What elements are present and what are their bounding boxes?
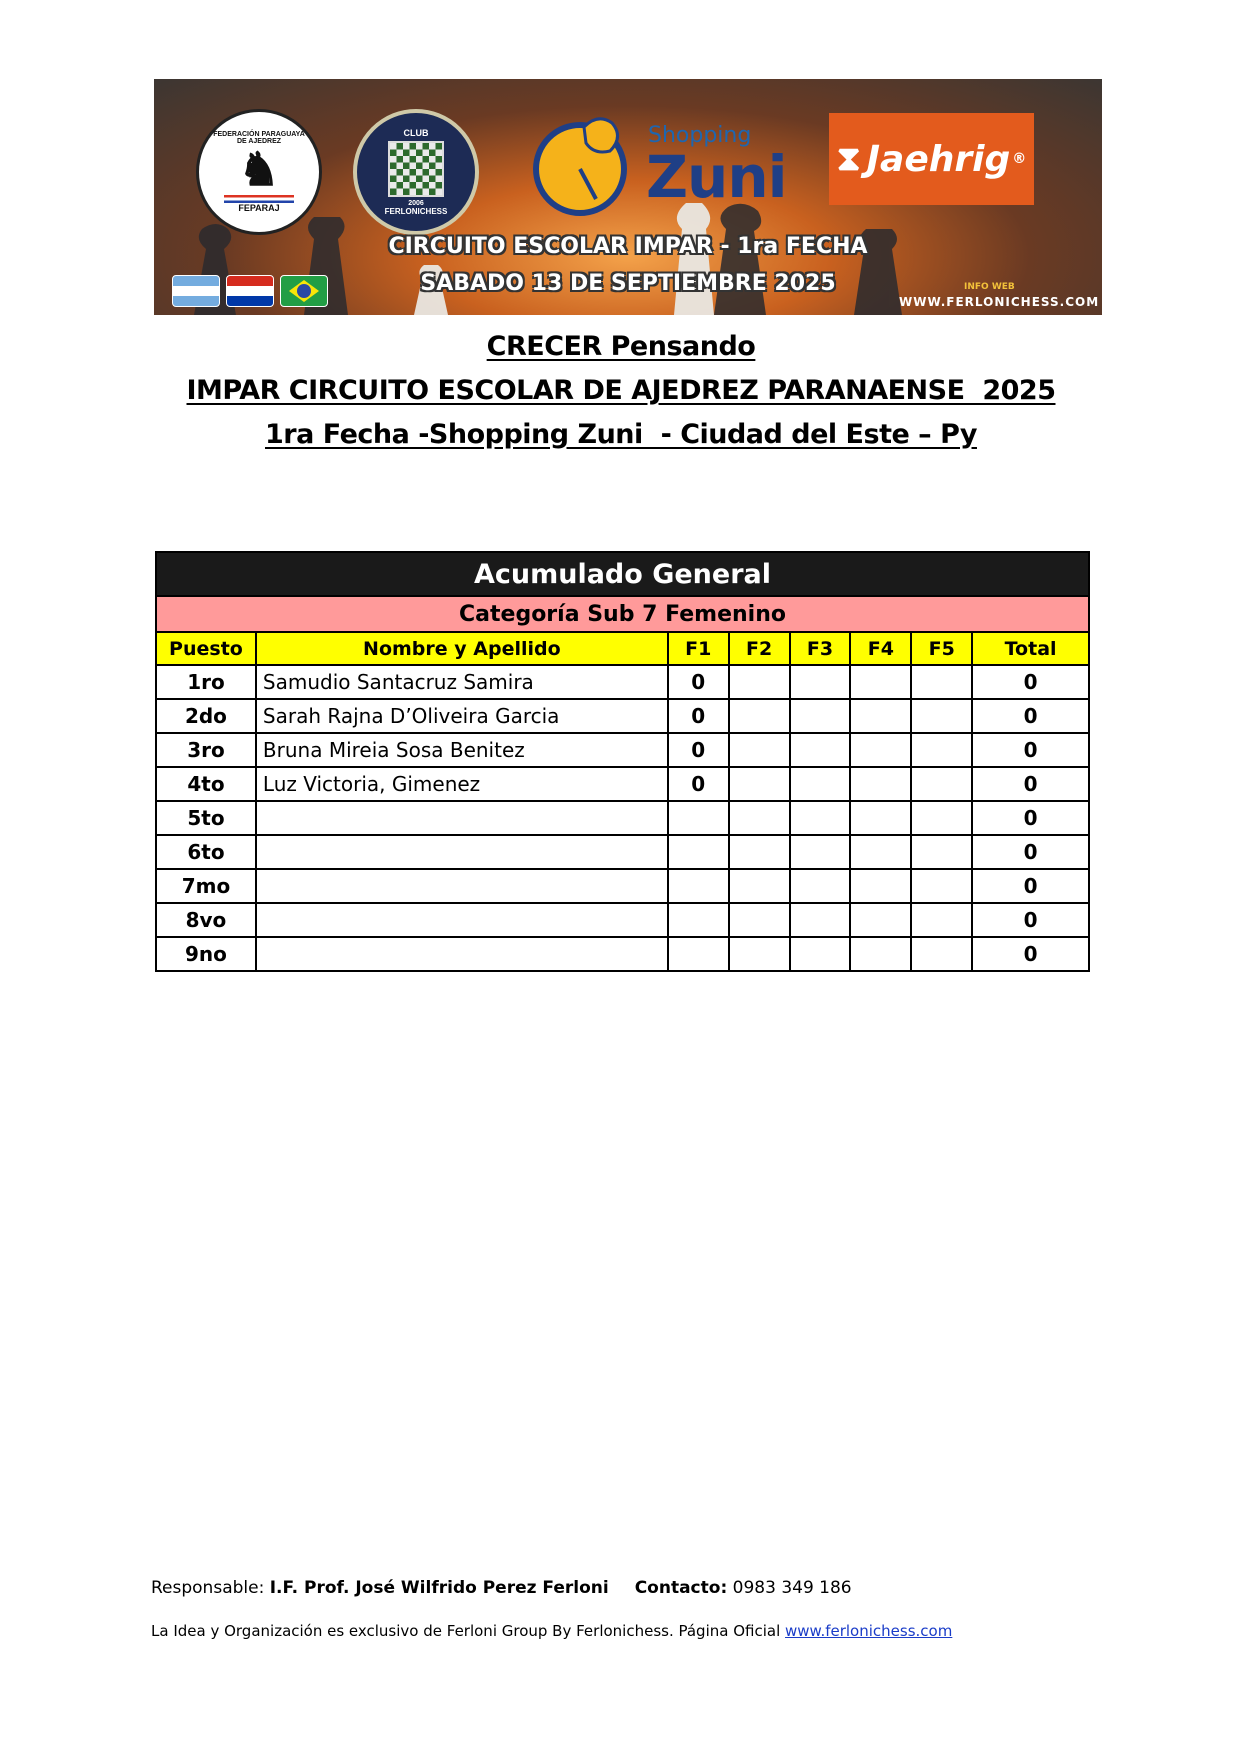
cell-f5 (911, 801, 972, 835)
cell-f2 (729, 937, 790, 971)
cell-name (256, 869, 668, 903)
zuni-small-text: Shopping (648, 123, 752, 148)
contact-value: 0983 349 186 (727, 1578, 852, 1598)
cell-total: 0 (972, 801, 1089, 835)
cell-position: 2do (156, 699, 256, 733)
cell-f2 (729, 665, 790, 699)
cell-f4 (850, 903, 911, 937)
banner-date-line: SABADO 13 DE SEPTIEMBRE 2025 (420, 271, 836, 296)
footer-organization-line (151, 1622, 952, 1640)
table-row (156, 767, 1089, 801)
cell-position: 9no (156, 937, 256, 971)
cell-total: 0 (972, 835, 1089, 869)
col-header-f3: F3 (790, 632, 851, 665)
cell-f3 (790, 801, 851, 835)
brazil-flag-icon (280, 275, 328, 307)
cell-position: 7mo (156, 869, 256, 903)
cell-f5 (911, 733, 972, 767)
cell-total: 0 (972, 733, 1089, 767)
standings-table (155, 551, 1090, 972)
cell-f5 (911, 767, 972, 801)
cell-name: Bruna Mireia Sosa Benitez (256, 733, 668, 767)
table-row (156, 699, 1089, 733)
table-category: Categoría Sub 7 Femenino (156, 596, 1089, 632)
cell-f4 (850, 733, 911, 767)
cell-f5 (911, 869, 972, 903)
table-row (156, 903, 1089, 937)
cell-f2 (729, 869, 790, 903)
cell-f1: 0 (668, 665, 729, 699)
table-row (156, 801, 1089, 835)
cell-total: 0 (972, 665, 1089, 699)
cell-position: 6to (156, 835, 256, 869)
cell-f2 (729, 733, 790, 767)
contact-label: Contacto: (634, 1578, 728, 1598)
cell-total: 0 (972, 699, 1089, 733)
cell-f3 (790, 835, 851, 869)
feparaj-logo-text: FEDERACIÓN PARAGUAYA DE AJEDREZ (213, 131, 305, 145)
cell-total: 0 (972, 767, 1089, 801)
cell-total: 0 (972, 937, 1089, 971)
knight-icon: ♞ (238, 143, 280, 195)
cell-f3 (790, 699, 851, 733)
responsible-name: I.F. Prof. José Wilfrido Perez Ferloni (269, 1578, 609, 1598)
registered-mark: ® (1012, 151, 1027, 167)
cell-name: Luz Victoria, Gimenez (256, 767, 668, 801)
club-logo-year: 2006 (408, 200, 424, 207)
cell-f3 (790, 733, 851, 767)
jaehrig-text: Jaehrig (866, 138, 1011, 180)
col-header-puesto: Puesto (156, 632, 256, 665)
cell-position: 3ro (156, 733, 256, 767)
cell-position: 4to (156, 767, 256, 801)
cell-f1: 0 (668, 733, 729, 767)
title-date-venue: 1ra Fecha -Shopping Zuni - Ciudad del Este – Py (265, 419, 977, 450)
jaehrig-logo (829, 113, 1034, 205)
cell-f1 (668, 937, 729, 971)
cell-f5 (911, 665, 972, 699)
cell-f3 (790, 767, 851, 801)
cell-f4 (850, 699, 911, 733)
hourglass-icon: ⧗ (836, 139, 861, 179)
title-circuit: IMPAR CIRCUITO ESCOLAR DE AJEDREZ PARANAENSE 2025 (186, 375, 1056, 406)
cell-f2 (729, 801, 790, 835)
cell-f5 (911, 699, 972, 733)
cell-f3 (790, 937, 851, 971)
cell-f4 (850, 835, 911, 869)
cell-f2 (729, 835, 790, 869)
cell-f1: 0 (668, 699, 729, 733)
cell-name: Sarah Rajna D’Oliveira Garcia (256, 699, 668, 733)
cell-f2 (729, 767, 790, 801)
cell-f2 (729, 699, 790, 733)
paraguay-stripes (224, 195, 294, 203)
table-row (156, 835, 1089, 869)
cell-f1 (668, 903, 729, 937)
cell-f1: 0 (668, 767, 729, 801)
col-header-f1: F1 (668, 632, 729, 665)
cell-f4 (850, 801, 911, 835)
responsible-label: Responsable: (151, 1578, 270, 1598)
col-header-f4: F4 (850, 632, 911, 665)
cell-position: 1ro (156, 665, 256, 699)
cell-position: 5to (156, 801, 256, 835)
cell-f1 (668, 869, 729, 903)
shopping-zuni-logo (524, 109, 794, 219)
title-crecer: CRECER Pensando (486, 331, 756, 362)
cell-name (256, 903, 668, 937)
cell-name (256, 801, 668, 835)
cell-f5 (911, 835, 972, 869)
footer-responsible-line (151, 1578, 852, 1598)
cell-position: 8vo (156, 903, 256, 937)
cell-f3 (790, 903, 851, 937)
col-header-f5: F5 (911, 632, 972, 665)
col-header-total: Total (972, 632, 1089, 665)
paraguay-flag-icon (226, 275, 274, 307)
ferlonichess-club-logo (353, 109, 479, 235)
col-header-f2: F2 (729, 632, 790, 665)
cell-f4 (850, 869, 911, 903)
cell-f2 (729, 903, 790, 937)
club-logo-top: CLUB (403, 128, 429, 138)
cell-f5 (911, 937, 972, 971)
event-banner (154, 79, 1102, 315)
club-logo-bottom: FERLONICHESS (384, 207, 448, 216)
cell-name (256, 835, 668, 869)
feparaj-acronym: FEPARAJ (238, 203, 280, 213)
cell-name (256, 937, 668, 971)
zuni-big-text: Zuni (646, 143, 787, 211)
table-row (156, 869, 1089, 903)
organization-text: La Idea y Organización es exclusivo de Ferloni Group By Ferlonichess. Página Oficial (151, 1622, 786, 1640)
chessboard-icon (388, 141, 444, 197)
cell-f1 (668, 835, 729, 869)
info-web-label: INFO WEB (964, 282, 1015, 292)
col-header-nombre: Nombre y Apellido (256, 632, 668, 665)
banner-website: WWW.FERLONICHESS.COM (899, 295, 1100, 309)
feparaj-logo (196, 109, 322, 235)
cell-f3 (790, 665, 851, 699)
cell-f3 (790, 869, 851, 903)
table-row (156, 665, 1089, 699)
cell-f4 (850, 937, 911, 971)
cell-f4 (850, 665, 911, 699)
argentina-flag-icon (172, 275, 220, 307)
cell-total: 0 (972, 903, 1089, 937)
cell-f4 (850, 767, 911, 801)
zuni-emblem-icon (524, 109, 654, 219)
cell-f5 (911, 903, 972, 937)
official-site-link[interactable]: www.ferlonichess.com (785, 1622, 953, 1640)
cell-total: 0 (972, 869, 1089, 903)
cell-f1 (668, 801, 729, 835)
table-row (156, 733, 1089, 767)
table-title: Acumulado General (156, 552, 1089, 596)
banner-event-line: CIRCUITO ESCOLAR IMPAR - 1ra FECHA (388, 234, 868, 259)
cell-name: Samudio Santacruz Samira (256, 665, 668, 699)
table-row (156, 937, 1089, 971)
